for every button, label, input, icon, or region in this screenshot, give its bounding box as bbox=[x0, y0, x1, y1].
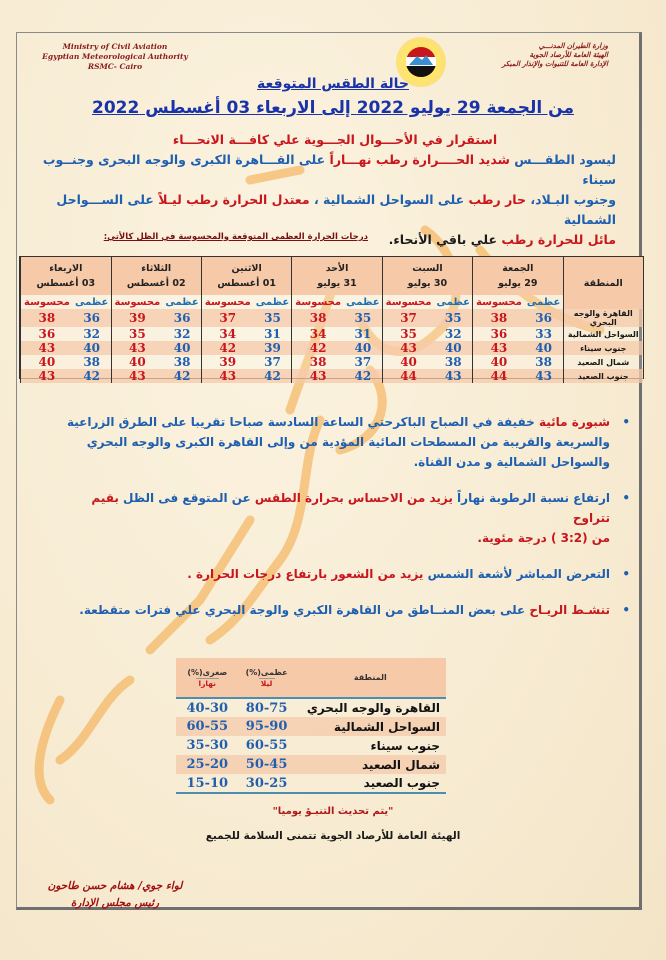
bullet-icon: • bbox=[622, 491, 630, 505]
advisory-highlight: شبورة مائية bbox=[538, 415, 610, 429]
forecast-period: من الجمعة 29 يوليو 2022 إلى الاربعاء 03 أغسطس 2022 bbox=[92, 98, 574, 118]
day-name: السبت bbox=[412, 263, 443, 274]
feels-like-value: 43 bbox=[201, 369, 253, 383]
advisory-text: والسواحل الشمالية و مدن القناة. bbox=[413, 455, 610, 469]
advisory-text: ارتفاع نسبة الرطوبة نهاراً bbox=[452, 491, 610, 505]
region-name: جنوب الصعيد bbox=[563, 369, 643, 383]
max-temp-value: 31 bbox=[354, 327, 372, 341]
day-date: 02 أغسطس bbox=[126, 278, 186, 289]
max-temp-value: 32 bbox=[83, 327, 101, 341]
humidity-row bbox=[176, 774, 446, 793]
max-temp-subheader: عظمى bbox=[255, 296, 290, 308]
max-temp-value: 31 bbox=[264, 327, 281, 341]
humidity-region-name: جنوب سيناء bbox=[370, 738, 440, 753]
header-label: عظمى(%) bbox=[245, 667, 288, 677]
feels-like-value: 43 bbox=[292, 369, 344, 383]
feels-like-value: 43 bbox=[111, 341, 163, 355]
summary-highlight: معتدل الحرارة رطب ليـلاً bbox=[158, 192, 310, 207]
signatory-position: رئيس مجلس الإدارة bbox=[70, 897, 160, 909]
humidity-region-name: القاهرة والوجه البحري bbox=[295, 698, 446, 717]
humidity-region-name: السواحل الشمالية bbox=[295, 717, 446, 736]
feels-like-value: 37 bbox=[201, 309, 253, 327]
max-temp-value: 40 bbox=[73, 341, 111, 355]
region-column-header: المنطقة bbox=[563, 257, 643, 309]
max-temp-value: 40 bbox=[163, 341, 201, 355]
advisory-text: خفيفة في الصباح الباكرحتي الساعة السادسة صباحا تقريبا على الطرق الزراعية bbox=[67, 415, 539, 429]
feels-like-value: 40 bbox=[473, 355, 525, 369]
max-temp-value: 40 bbox=[525, 341, 563, 355]
max-temp-value: 38 bbox=[444, 355, 462, 369]
forecast-title: حالة الطقس المتوقعة bbox=[257, 76, 409, 92]
advisory-highlight: من (3:2 ) درجة مئوية. bbox=[477, 531, 610, 545]
advisory-highlight: يزيد من الاحساس بحرارة الطقس bbox=[254, 491, 453, 505]
day-header bbox=[111, 257, 201, 295]
max-temp-subheader: عظمى bbox=[74, 296, 109, 308]
humidity-min-header bbox=[176, 658, 239, 698]
day-date: 31 يوليو bbox=[317, 278, 357, 289]
feels-like-value: 43 bbox=[111, 369, 163, 383]
feels-like-subheader: محسوسة bbox=[21, 295, 73, 309]
max-temp-value: 36 bbox=[163, 309, 201, 327]
day-header bbox=[382, 257, 472, 295]
max-temp-value: 43 bbox=[525, 369, 563, 383]
advisory-fog bbox=[60, 412, 630, 472]
humidity-row bbox=[176, 736, 446, 755]
feels-like-value: 43 bbox=[21, 341, 73, 355]
feels-like-subheader: محسوسة bbox=[111, 295, 163, 309]
feels-like-value: 43 bbox=[21, 369, 73, 383]
max-temp-value: 33 bbox=[535, 327, 552, 341]
max-temp-value: 36 bbox=[525, 309, 563, 327]
temperature-row bbox=[21, 327, 644, 341]
day-header bbox=[292, 257, 382, 295]
summary-text: على السواحل الشمالية ، bbox=[309, 192, 469, 207]
feels-like-value: 36 bbox=[21, 327, 73, 341]
max-temp-value: 37 bbox=[354, 355, 372, 369]
advisory-sun bbox=[60, 564, 630, 584]
feels-like-subheader: محسوسة bbox=[382, 295, 434, 309]
humidity-table bbox=[176, 658, 446, 794]
bullet-icon: • bbox=[622, 567, 630, 581]
feels-like-value: 35 bbox=[382, 327, 434, 341]
day-date: 29 يوليو bbox=[498, 278, 538, 289]
max-temp-subheader: عظمى bbox=[436, 296, 470, 308]
feels-like-value: 39 bbox=[201, 355, 253, 369]
feels-like-value: 40 bbox=[382, 355, 434, 369]
advisory-highlight: يزيد من الشعور بارتفاع درجات الحرارة . bbox=[187, 567, 424, 581]
humidity-min-value: 40-30 bbox=[176, 698, 239, 717]
max-temp-value: 39 bbox=[254, 341, 292, 355]
max-temp-value: 40 bbox=[434, 341, 472, 355]
max-temp-value: 32 bbox=[444, 327, 462, 341]
max-temp-value: 36 bbox=[73, 309, 111, 327]
feels-like-subheader: محسوسة bbox=[473, 295, 525, 309]
ministry-header-arabic bbox=[448, 42, 608, 69]
humidity-max-header bbox=[239, 658, 295, 698]
feels-like-value: 34 bbox=[292, 327, 344, 341]
safety-wish: الهيئة العامة للأرصاد الجوية تتمنى السلامة للجميع bbox=[205, 830, 461, 842]
day-date: 01 أغسطس bbox=[217, 278, 276, 289]
bullet-icon: • bbox=[622, 603, 630, 617]
day-header bbox=[201, 257, 291, 295]
feels-like-value: 34 bbox=[201, 327, 253, 341]
region-name: السواحل الشمالية bbox=[563, 327, 643, 341]
feels-like-value: 42 bbox=[201, 341, 253, 355]
header-label: صغرى(%) bbox=[187, 667, 228, 677]
feels-like-value: 44 bbox=[382, 369, 434, 383]
ministry-header-english bbox=[40, 42, 190, 72]
feels-like-value: 37 bbox=[382, 309, 434, 327]
humidity-region-name: جنوب الصعيد bbox=[295, 774, 446, 793]
max-temp-value: 38 bbox=[535, 355, 552, 369]
summary-text: وجنوب البـلاد، bbox=[526, 192, 616, 207]
header-en-line: Ministry of Civil Aviation bbox=[62, 42, 168, 51]
feels-like-value: 35 bbox=[111, 327, 163, 341]
humidity-max-value: 80-75 bbox=[239, 698, 295, 717]
header-sublabel: ليلا bbox=[259, 678, 275, 688]
humidity-min-value: 35-30 bbox=[186, 738, 229, 753]
day-name: الجمعة bbox=[502, 263, 534, 274]
temperature-row bbox=[21, 341, 644, 355]
humidity-min-value: 15-10 bbox=[176, 774, 239, 793]
advisory-highlight: تنشـط الريـاح bbox=[529, 603, 610, 617]
day-name: الاربعاء bbox=[49, 263, 83, 274]
humidity-max-value: 30-25 bbox=[239, 774, 295, 793]
day-name: الاثنين bbox=[231, 263, 262, 274]
advisory-text: على بعض المنــاطق من القاهرة الكبري والوجة البحري علي فترات متقطعة. bbox=[79, 603, 530, 617]
advisory-highlight: بقيم تتراوح bbox=[91, 491, 610, 525]
bullet-icon: • bbox=[622, 415, 630, 429]
day-date: 30 يوليو bbox=[407, 278, 448, 289]
feels-like-value: 44 bbox=[473, 369, 525, 383]
day-date: 03 أغسطس bbox=[36, 278, 96, 289]
summary-text: علي باقي الأنحاء. bbox=[388, 232, 502, 247]
header-ar-line: الهيئة العامة للأرصاد الجوية bbox=[529, 51, 608, 59]
humidity-region-name: شمال الصعيد bbox=[295, 755, 446, 774]
feels-like-value: 40 bbox=[111, 355, 163, 369]
max-temp-value: 43 bbox=[434, 369, 472, 383]
humidity-row bbox=[176, 698, 446, 717]
max-temp-value: 37 bbox=[264, 355, 281, 369]
feels-like-subheader: محسوسة bbox=[292, 295, 344, 309]
day-name: الثلاثاء bbox=[141, 263, 172, 274]
max-temp-value: 32 bbox=[173, 327, 191, 341]
summary-text: على القـــاهرة الكبرى والوجه البحرى وجنــوب سيناء bbox=[42, 152, 616, 187]
feels-like-value: 43 bbox=[382, 341, 434, 355]
summary-headline: استقرار في الأحـــوال الجـــوية علي كافـــة الانحـــاء bbox=[172, 132, 498, 147]
header-sublabel: نهارا bbox=[196, 678, 219, 688]
header-ar-line: الإدارة العامة للتنبوات والإنذار المبكر bbox=[501, 60, 608, 68]
humidity-min-value: 60-55 bbox=[176, 717, 239, 736]
summary-highlight: حار رطب bbox=[468, 192, 526, 207]
feels-like-value: 40 bbox=[21, 355, 73, 369]
feels-like-value: 38 bbox=[473, 309, 525, 327]
max-temp-value: 40 bbox=[344, 341, 382, 355]
max-temp-subheader: عظمى bbox=[526, 296, 561, 308]
humidity-max-value: 50-45 bbox=[239, 755, 295, 774]
advisory-wind bbox=[60, 600, 630, 620]
advisory-list bbox=[60, 412, 630, 620]
feels-like-value: 38 bbox=[21, 309, 73, 327]
max-temp-value: 38 bbox=[83, 355, 101, 369]
feels-like-subheader: محسوسة bbox=[201, 295, 253, 309]
feels-like-value: 36 bbox=[473, 327, 525, 341]
summary-text: ليسود الطقـــس bbox=[509, 152, 616, 167]
humidity-max-value: 60-55 bbox=[245, 738, 288, 753]
temperature-row bbox=[21, 369, 644, 383]
region-name: القاهرة والوجه البحري bbox=[563, 309, 643, 327]
advisory-text: والسريعة والقريبة من المسطحات المائية المؤدية من وإلى القاهرة الكبرى والوجه البحري bbox=[86, 435, 610, 449]
update-note: "يتم تحديث التنبـؤ يوميا" bbox=[272, 806, 394, 817]
header-label: المنطقة bbox=[353, 673, 387, 682]
advisory-humidity bbox=[60, 488, 630, 548]
humidity-row bbox=[176, 717, 446, 736]
temperature-row bbox=[21, 355, 644, 369]
max-temp-value: 42 bbox=[73, 369, 111, 383]
header-ar-line: وزارة الطيران المدنـــي bbox=[538, 42, 608, 50]
humidity-region-header bbox=[295, 658, 446, 698]
advisory-text: عن المتوقع فى الظل bbox=[118, 491, 255, 505]
max-temp-value: 35 bbox=[344, 309, 382, 327]
feels-like-value: 38 bbox=[292, 309, 344, 327]
signature-block bbox=[30, 878, 200, 912]
feels-like-value: 39 bbox=[111, 309, 163, 327]
max-temp-subheader: عظمى bbox=[346, 296, 380, 308]
humidity-max-value: 95-90 bbox=[239, 717, 295, 736]
advisory-text: التعرض المباشر لأشعة الشمس bbox=[423, 567, 610, 581]
region-name: جنوب سيناء bbox=[563, 341, 643, 355]
temperature-table-caption: درجات الحرارة العظمى المتوقعة والمحسوسة في الظل كالأتي: bbox=[103, 232, 368, 242]
temperature-table bbox=[19, 256, 644, 383]
max-temp-value: 42 bbox=[254, 369, 292, 383]
signatory-name: لواء جوي/ هشام حسن طاحون bbox=[47, 880, 183, 892]
humidity-row bbox=[176, 755, 446, 774]
day-header bbox=[473, 257, 563, 295]
temperature-row bbox=[21, 309, 644, 327]
day-name: الأحد bbox=[325, 263, 349, 274]
summary-highlight: مائل للحرارة رطب bbox=[501, 232, 616, 247]
feels-like-value: 43 bbox=[473, 341, 525, 355]
header-en-line: RSMC- Cairo bbox=[87, 62, 143, 71]
header-en-line: Egyptian Meteorological Authority bbox=[42, 52, 188, 61]
max-temp-value: 35 bbox=[254, 309, 292, 327]
max-temp-value: 38 bbox=[173, 355, 191, 369]
max-temp-subheader: عظمى bbox=[165, 296, 199, 308]
feels-like-value: 42 bbox=[292, 341, 344, 355]
day-header bbox=[21, 257, 112, 295]
max-temp-value: 42 bbox=[344, 369, 382, 383]
humidity-min-value: 25-20 bbox=[176, 755, 239, 774]
feels-like-value: 38 bbox=[292, 355, 344, 369]
max-temp-value: 42 bbox=[163, 369, 201, 383]
region-name: شمال الصعيد bbox=[563, 355, 643, 369]
max-temp-value: 35 bbox=[434, 309, 472, 327]
summary-highlight: شديد الحــــرارة رطب نهـــاراً bbox=[329, 152, 510, 167]
summary-text: على الســـواحل الشمالية bbox=[56, 192, 616, 227]
